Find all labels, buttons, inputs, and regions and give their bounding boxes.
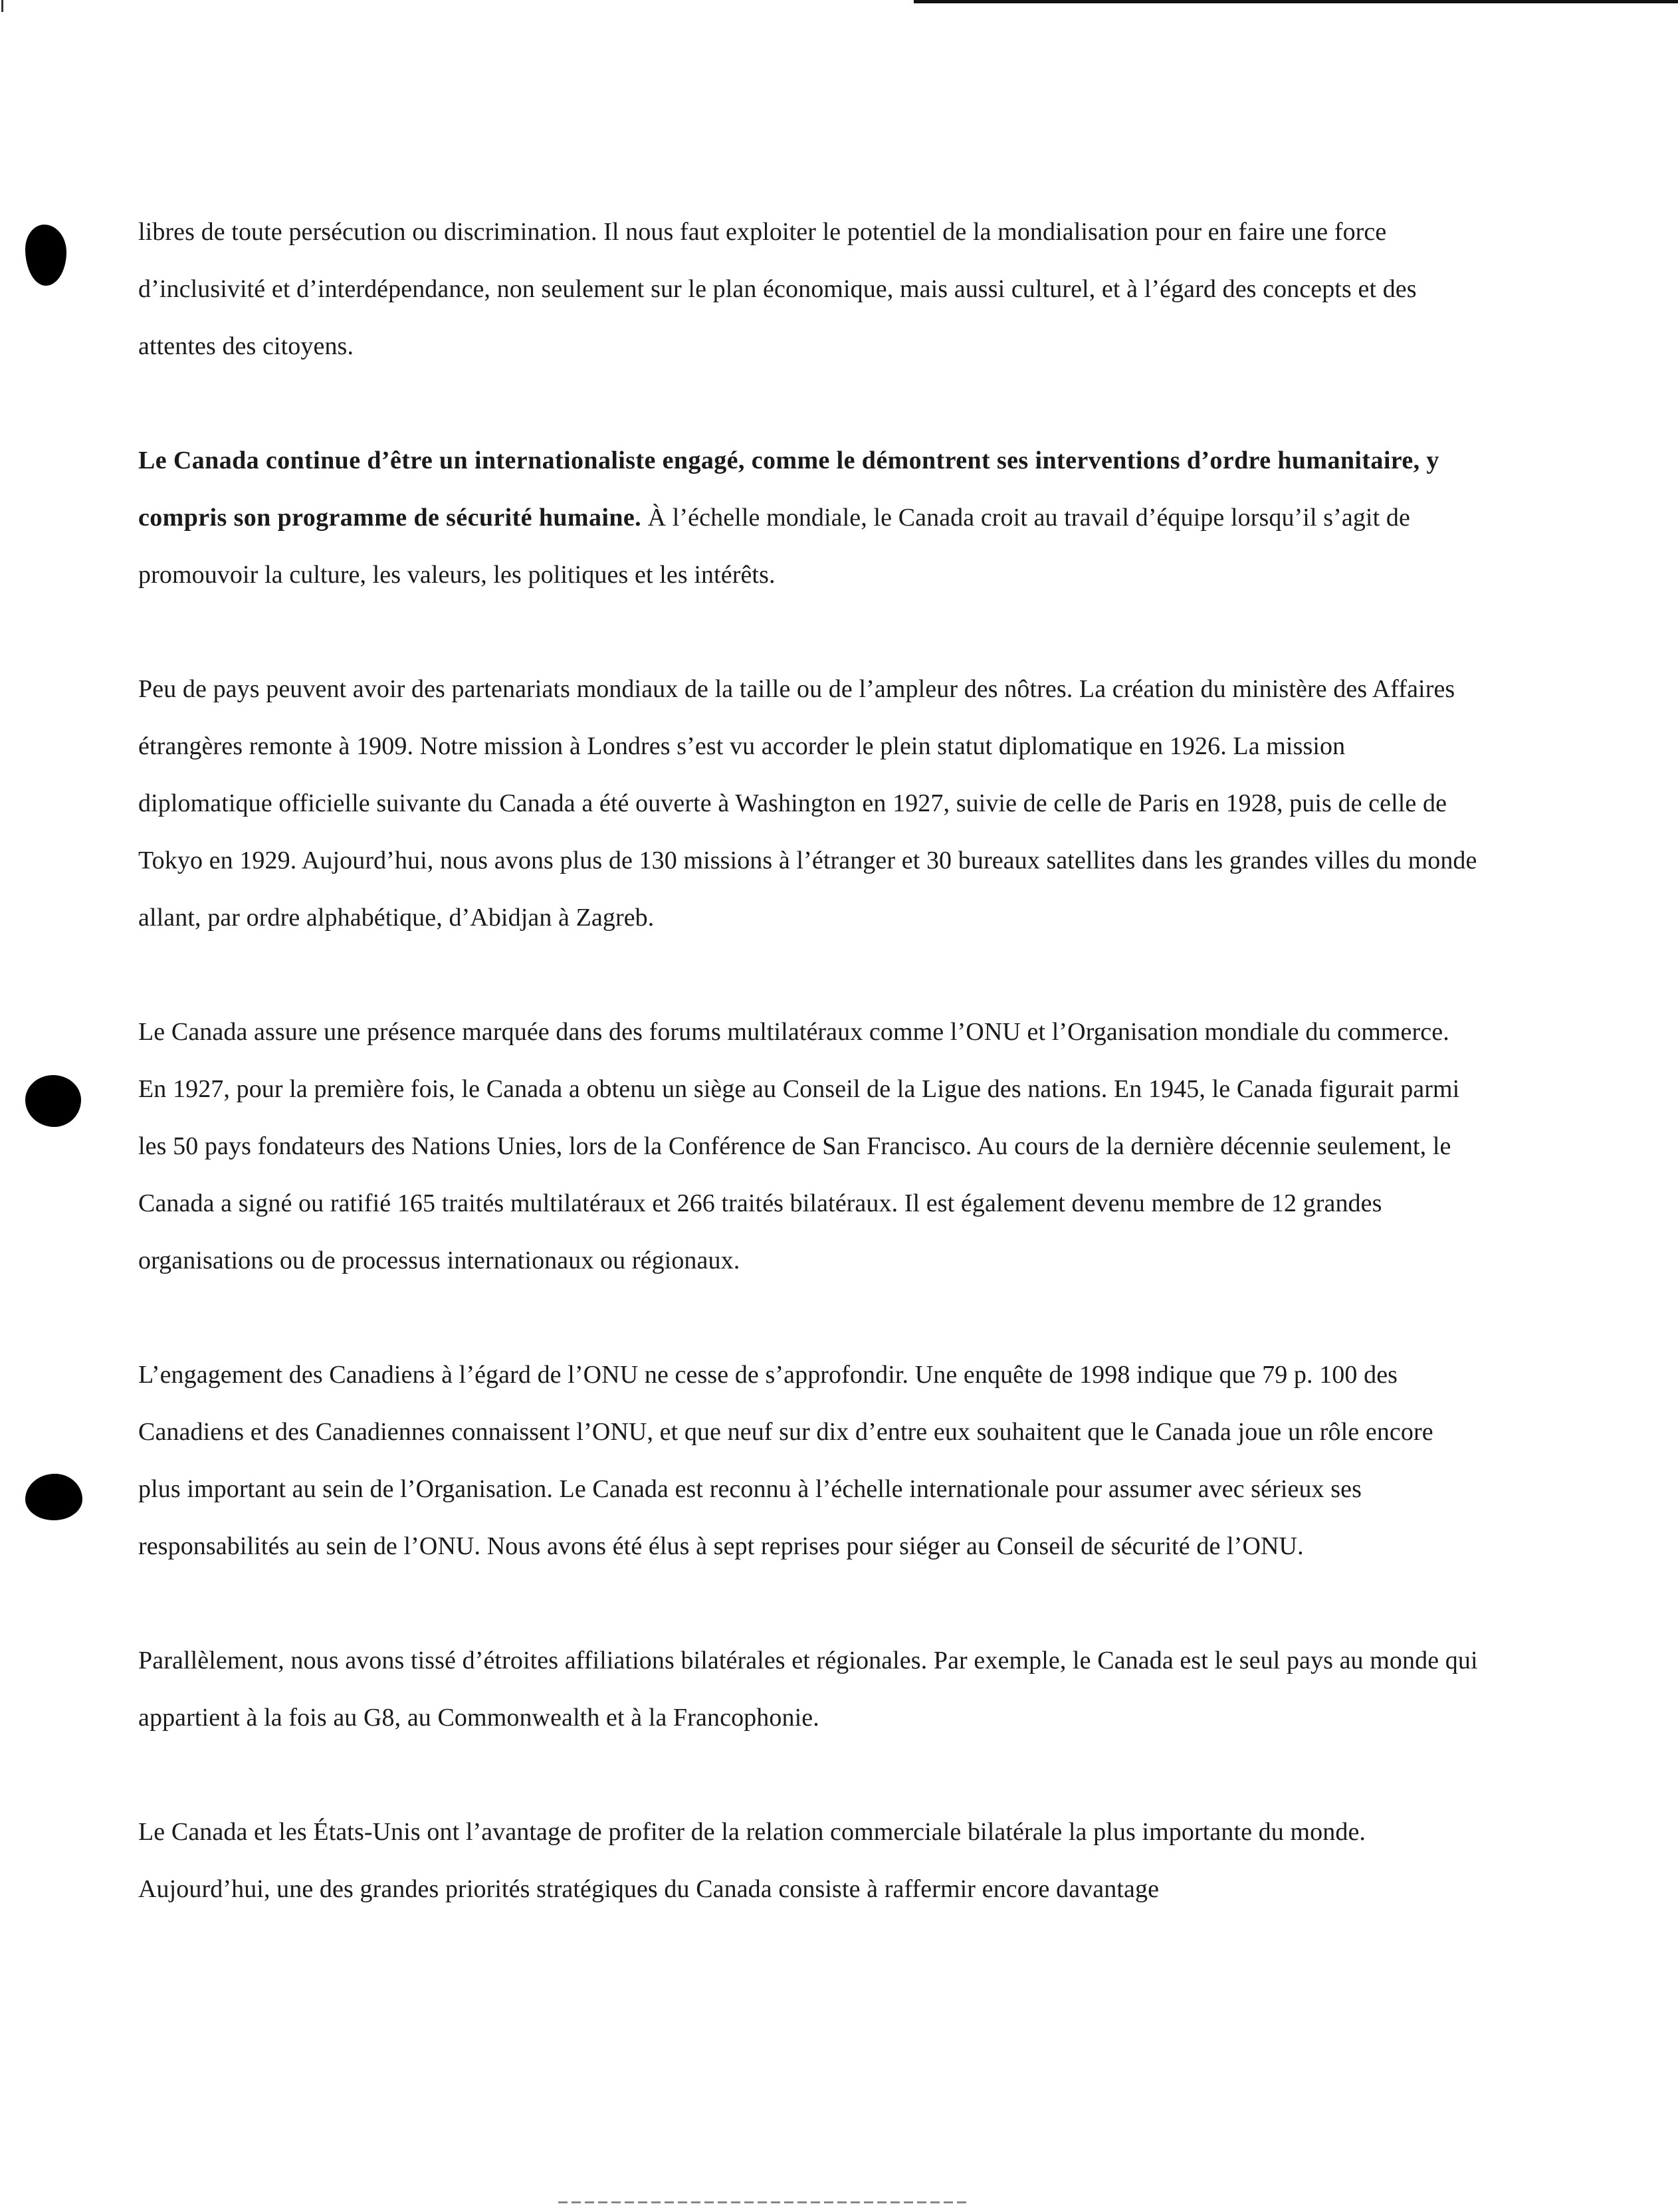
scan-artifact-bottom-line bbox=[558, 2201, 970, 2203]
punch-hole-top bbox=[25, 225, 66, 286]
paragraph-bold-lead: Le Canada continue d’être un internationaliste engagé, comme le démontrent ses interventions d’ordre humanitaire, y compris son programme de sécurité humaine. bbox=[138, 447, 1439, 532]
paragraph-text: Le Canada et les États-Unis ont l’avantage de profiter de la relation commerciale bilatérale la plus importante du monde. Aujourd’hui, une des grandes priorités stratégiques du Canada consiste à raffermir encore davantage bbox=[138, 1818, 1366, 1903]
paragraph-text: À l’échelle mondiale, le Canada croit au travail d’équipe lorsqu’il s’agit de promouvoir la culture, les valeurs, les politiques et les intérêts. bbox=[138, 504, 1410, 589]
paragraph bbox=[138, 203, 1481, 375]
scan-artifact-top-line bbox=[914, 0, 1678, 3]
paragraph bbox=[138, 1632, 1481, 1746]
paragraph bbox=[138, 1346, 1481, 1575]
paragraph-text: Le Canada assure une présence marquée dans des forums multilatéraux comme l’ONU et l’Organisation mondiale du commerce. En 1927, pour la première fois, le Canada a obtenu un siège au Conseil de la Ligue des nations. En 1945, le Canada figurait parmi les 50 pays fondateurs des Nations Unies, lors de la Conférence de San Francisco. Au cours de la dernière décennie seulement, le Canada a signé ou ratifié 165 traités multilatéraux et 266 traités bilatéraux. Il est également devenu membre de 12 grandes organisations ou de processus internationaux ou régionaux. bbox=[138, 1018, 1460, 1274]
paragraph-text: Parallèlement, nous avons tissé d’étroites affiliations bilatérales et régionales. Par exemple, le Canada est le seul pays au monde qui appartient à la fois au G8, au Commonwealth et à la Francophonie. bbox=[138, 1647, 1478, 1732]
scan-artifact-tick bbox=[1, 0, 3, 12]
paragraph bbox=[138, 1803, 1481, 1918]
paragraph-text: L’engagement des Canadiens à l’égard de l’ONU ne cesse de s’approfondir. Une enquête de 1998 indique que 79 p. 100 des Canadiens et des Canadiennes connaissent l’ONU, et que neuf sur dix d’entre eux souhaitent que le Canada joue un rôle encore plus important au sein de l’Organisation. Le Canada est reconnu à l’échelle internationale pour assumer avec sérieux ses responsabilités au sein de l’ONU. Nous avons été élus à sept reprises pour siéger au Conseil de sécurité de l’ONU. bbox=[138, 1361, 1433, 1560]
body-text bbox=[138, 203, 1481, 1975]
paragraph-text: Peu de pays peuvent avoir des partenariats mondiaux de la taille ou de l’ampleur des nôtres. La création du ministère des Affaires étrangères remonte à 1909. Notre mission à Londres s’est vu accorder le plein statut diplomatique en 1926. La mission diplomatique officielle suivante du Canada a été ouverte à Washington en 1927, suivie de celle de Paris en 1928, puis de celle de Tokyo en 1929. Aujourd’hui, nous avons plus de 130 missions à l’étranger et 30 bureaux satellites dans les grandes villes du monde allant, par ordre alphabétique, d’Abidjan à Zagreb. bbox=[138, 675, 1477, 932]
paragraph bbox=[138, 432, 1481, 603]
paragraph-text: libres de toute persécution ou discrimination. Il nous faut exploiter le potentiel de la mondialisation pour en faire une force d’inclusivité et d’interdépendance, non seulement sur le plan économique, mais aussi culturel, et à l’égard des concepts et des attentes des citoyens. bbox=[138, 218, 1417, 360]
punch-hole-bottom bbox=[25, 1474, 82, 1520]
paragraph bbox=[138, 660, 1481, 946]
punch-hole-middle bbox=[25, 1075, 81, 1127]
paragraph bbox=[138, 1003, 1481, 1289]
